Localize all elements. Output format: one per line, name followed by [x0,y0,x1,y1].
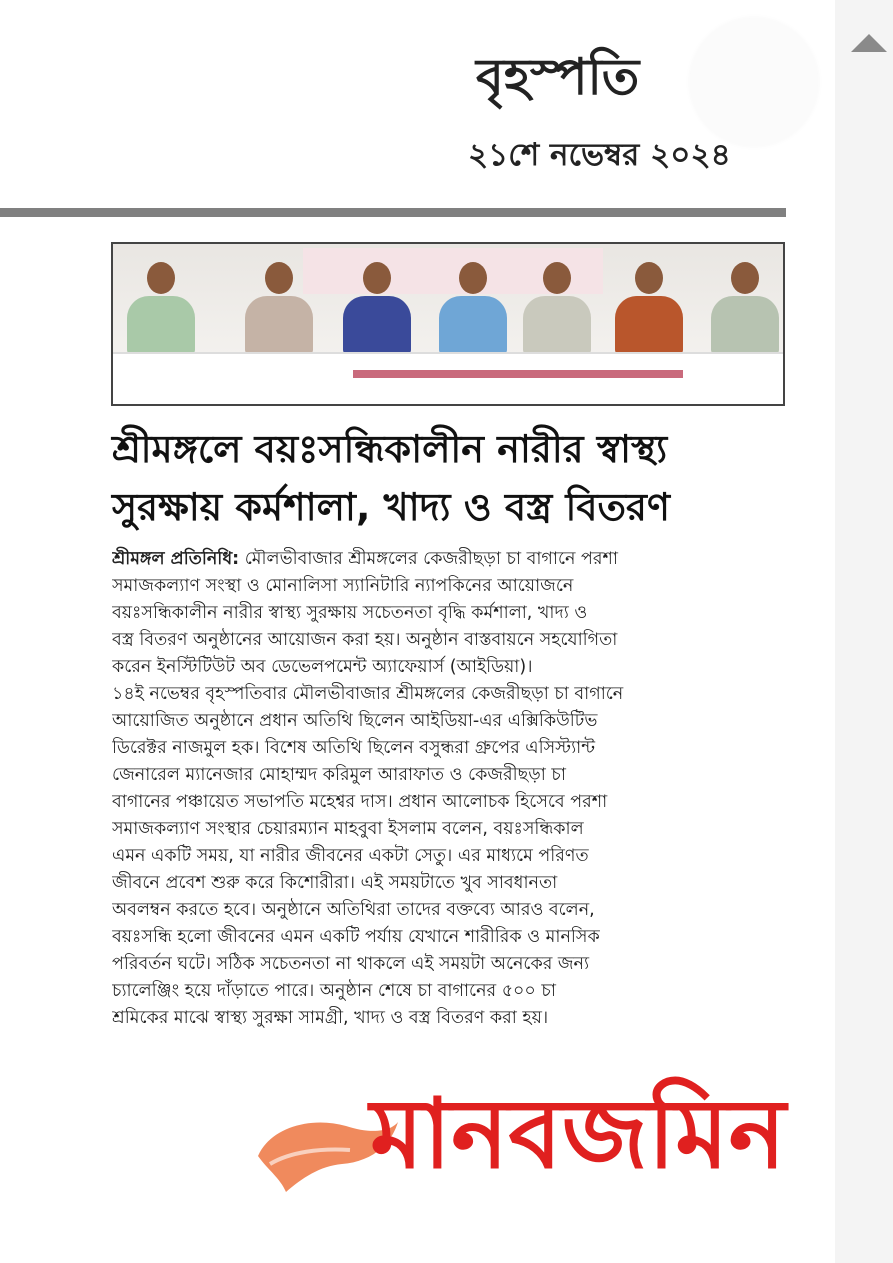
article-line: বয়ঃসন্ধিকালীন নারীর স্বাস্থ্য সুরক্ষায় সচেতনতা বৃদ্ধি কর্মশালা, খাদ্য ও [112,603,588,623]
person-head [543,262,571,294]
article-line: শ্রমিকের মাঝে স্বাস্থ্য সুরক্ষা সামগ্রী, খাদ্য ও বস্ত্র বিতরণ করা হয়। [112,1008,549,1028]
photo-table [113,352,783,404]
person-head [265,262,293,294]
article-body [112,546,792,1032]
article-line: পরিবর্তন ঘটে। সঠিক সচেতনতা না থাকলে এই সময়টা অনেকের জন্য [112,954,590,974]
article-line: আয়োজিত অনুষ্ঠানে প্রধান অতিথি ছিলেন আইডিয়া-এর এক্সিকিউটিভ [112,711,598,731]
photo-table-strip [353,370,683,378]
person-body [523,296,591,354]
article-line: অবলম্বন করতে হবে। অনুষ্ঠানে অতিথিরা তাদের বক্তব্যে আরও বলেন, [112,900,595,920]
photo-person [119,262,203,354]
photo-person [607,262,691,354]
header-rule [0,208,786,217]
person-body [127,296,195,354]
person-head [147,262,175,294]
article-line: বয়ঃসন্ধি হলো জীবনের এমন একটি পর্যায় যেখানে শারীরিক ও মানসিক [112,927,600,947]
byline: শ্রীমঙ্গল প্রতিনিধি: [112,549,240,569]
article-line: জীবনে প্রবেশ শুরু করে কিশোরীরা। এই সময়টাতে খুব সাবধানতা [112,873,558,893]
date-label: ২১শে নভেম্বর ২০২৪ [468,137,731,173]
article-line: চ্যালেঞ্জিং হয়ে দাঁড়াতে পারে। অনুষ্ঠান শেষে চা বাগানের ৫০০ চা [112,981,556,1001]
person-body [245,296,313,354]
article-line: সমাজকল্যাণ সংস্থার চেয়ারম্যান মাহবুবা ইসলাম বলেন, বয়ঃসন্ধিকাল [112,819,584,839]
article-line: ডিরেক্টর নাজমুল হক। বিশেষ অতিথি ছিলেন বসুন্ধরা গ্রুপের এসিস্ট্যান্ট [112,738,595,758]
article-line: ১৪ই নভেম্বর বৃহস্পতিবার মৌলভীবাজার শ্রীমঙ্গলের কেজরীছড়া চা বাগানে [112,684,624,704]
article-line: সমাজকল্যাণ সংস্থা ও মোনালিসা স্যানিটারি ন্যাপকিনের আয়োজনে [112,576,574,596]
person-body [439,296,507,354]
article-line: বস্ত্র বিতরণ অনুষ্ঠানের আয়োজন করা হয়। অনুষ্ঠান বাস্তবায়নে সহযোগিতা [112,630,618,650]
photo-person [703,262,785,354]
article-line: করেন ইনস্টিটিউট অব ডেভেলপমেন্ট অ্যাফেয়ার্স (আইডিয়া)। [112,657,533,677]
article-line: বাগানের পঞ্চায়েত সভাপতি মহেশ্বর দাস। প্রধান আলোচক হিসেবে পরশা [112,792,608,812]
photo-person [431,262,515,354]
article-lines [112,573,792,1032]
headline-line-2: সুরক্ষায় কর্মশালা, খাদ্য ও বস্ত্র বিতরণ [112,485,670,529]
article-line: জেনারেল ম্যানেজার মোহাম্মদ করিমুল আরাফাত ও কেজরীছড়া চা [112,765,566,785]
day-label: বৃহস্পতি [476,48,640,106]
event-photo [111,242,785,406]
person-head [731,262,759,294]
person-body [615,296,683,354]
person-head [363,262,391,294]
scroll-strip [835,0,893,1263]
article-line: এমন একটি সময়, যা নারীর জীবনের একটা সেতু। এর মাধ্যমে পরিণত [112,846,589,866]
person-head [635,262,663,294]
article-first-line-text: মৌলভীবাজার শ্রীমঙ্গলের কেজরীছড়া চা বাগানে পরশা [239,549,618,569]
person-body [343,296,411,354]
headline-line-1: শ্রীমঙ্গলে বয়ঃসন্ধিকালীন নারীর স্বাস্থ্য [112,427,668,471]
person-body [711,296,779,354]
article-line [112,546,792,573]
photo-person [515,262,599,354]
person-head [459,262,487,294]
photo-person [237,262,321,354]
photo-person [335,262,419,354]
newspaper-logo [250,1068,786,1218]
blurred-overlay [690,18,818,146]
logo-text: মানবজমিন [370,1077,786,1190]
scroll-up-icon[interactable] [851,34,887,52]
